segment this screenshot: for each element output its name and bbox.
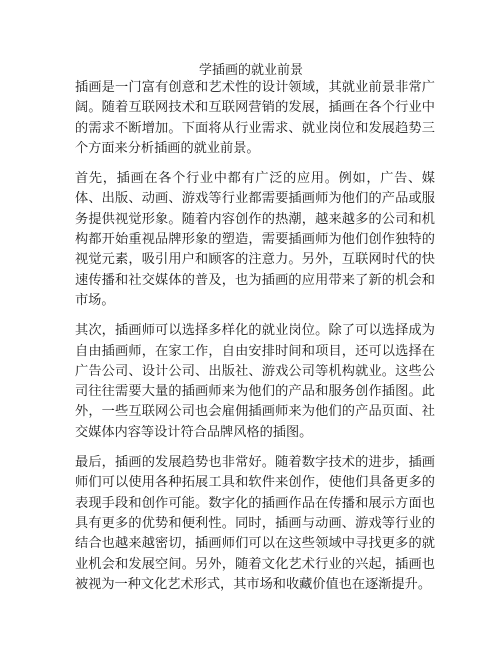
paragraph-job-positions: 其次，插画师可以选择多样化的就业岗位。除了可以选择成为自由插画师，在家工作，自由安排时间和项目，还可以选择在广告公司、设计公司、出版社、游戏公司等机构就业。这些公司往往需要大量的插画师来为他们的产品和服务创作插图。此外，一些互联网公司也会雇佣插画师来为他们的产品页面、社交媒体内容等设计符合品牌风格的插图。 bbox=[75, 323, 435, 440]
document-body bbox=[75, 78, 435, 605]
paragraph-intro: 插画是一门富有创意和艺术性的设计领域，其就业前景非常广阔。随着互联网技术和互联网营销的发展，插画在各个行业中的需求不断增加。下面将从行业需求、就业岗位和发展趋势三个方面来分析插画的就业前景。 bbox=[75, 80, 435, 156]
paragraph-development-trend: 最后，插画的发展趋势也非常好。随着数字技术的进步，插画师们可以使用各种拓展工具和软件来创作，使他们具备更多的表现手段和创作可能。数字化的插画作品在传播和展示方面也具有更多的优势和便利性。同时，插画与动画、游戏等行业的结合也越来越密切，插画师们可以在这些领域中寻找更多的就业机会和发展空间。另外，随着文化艺术行业的兴起，插画也被视为一种文化艺术形式，其市场和收藏价值也在逐渐提升。 bbox=[75, 455, 435, 592]
document-title: 学插画的就业前景 bbox=[198, 63, 303, 78]
paragraph-industry-demand: 首先，插画在各个行业中都有广泛的应用。例如，广告、媒体、出版、动画、游戏等行业都需要插画师为他们的产品或服务提供视觉形象。随着内容创作的热潮，越来越多的公司和机构都开始重视品牌形象的塑造，需要插画师为他们创作独特的视觉元素，吸引用户和顾客的注意力。另外，互联网时代的快速传播和社交媒体的普及，也为插画的应用带来了新的机会和市场。 bbox=[75, 171, 435, 308]
